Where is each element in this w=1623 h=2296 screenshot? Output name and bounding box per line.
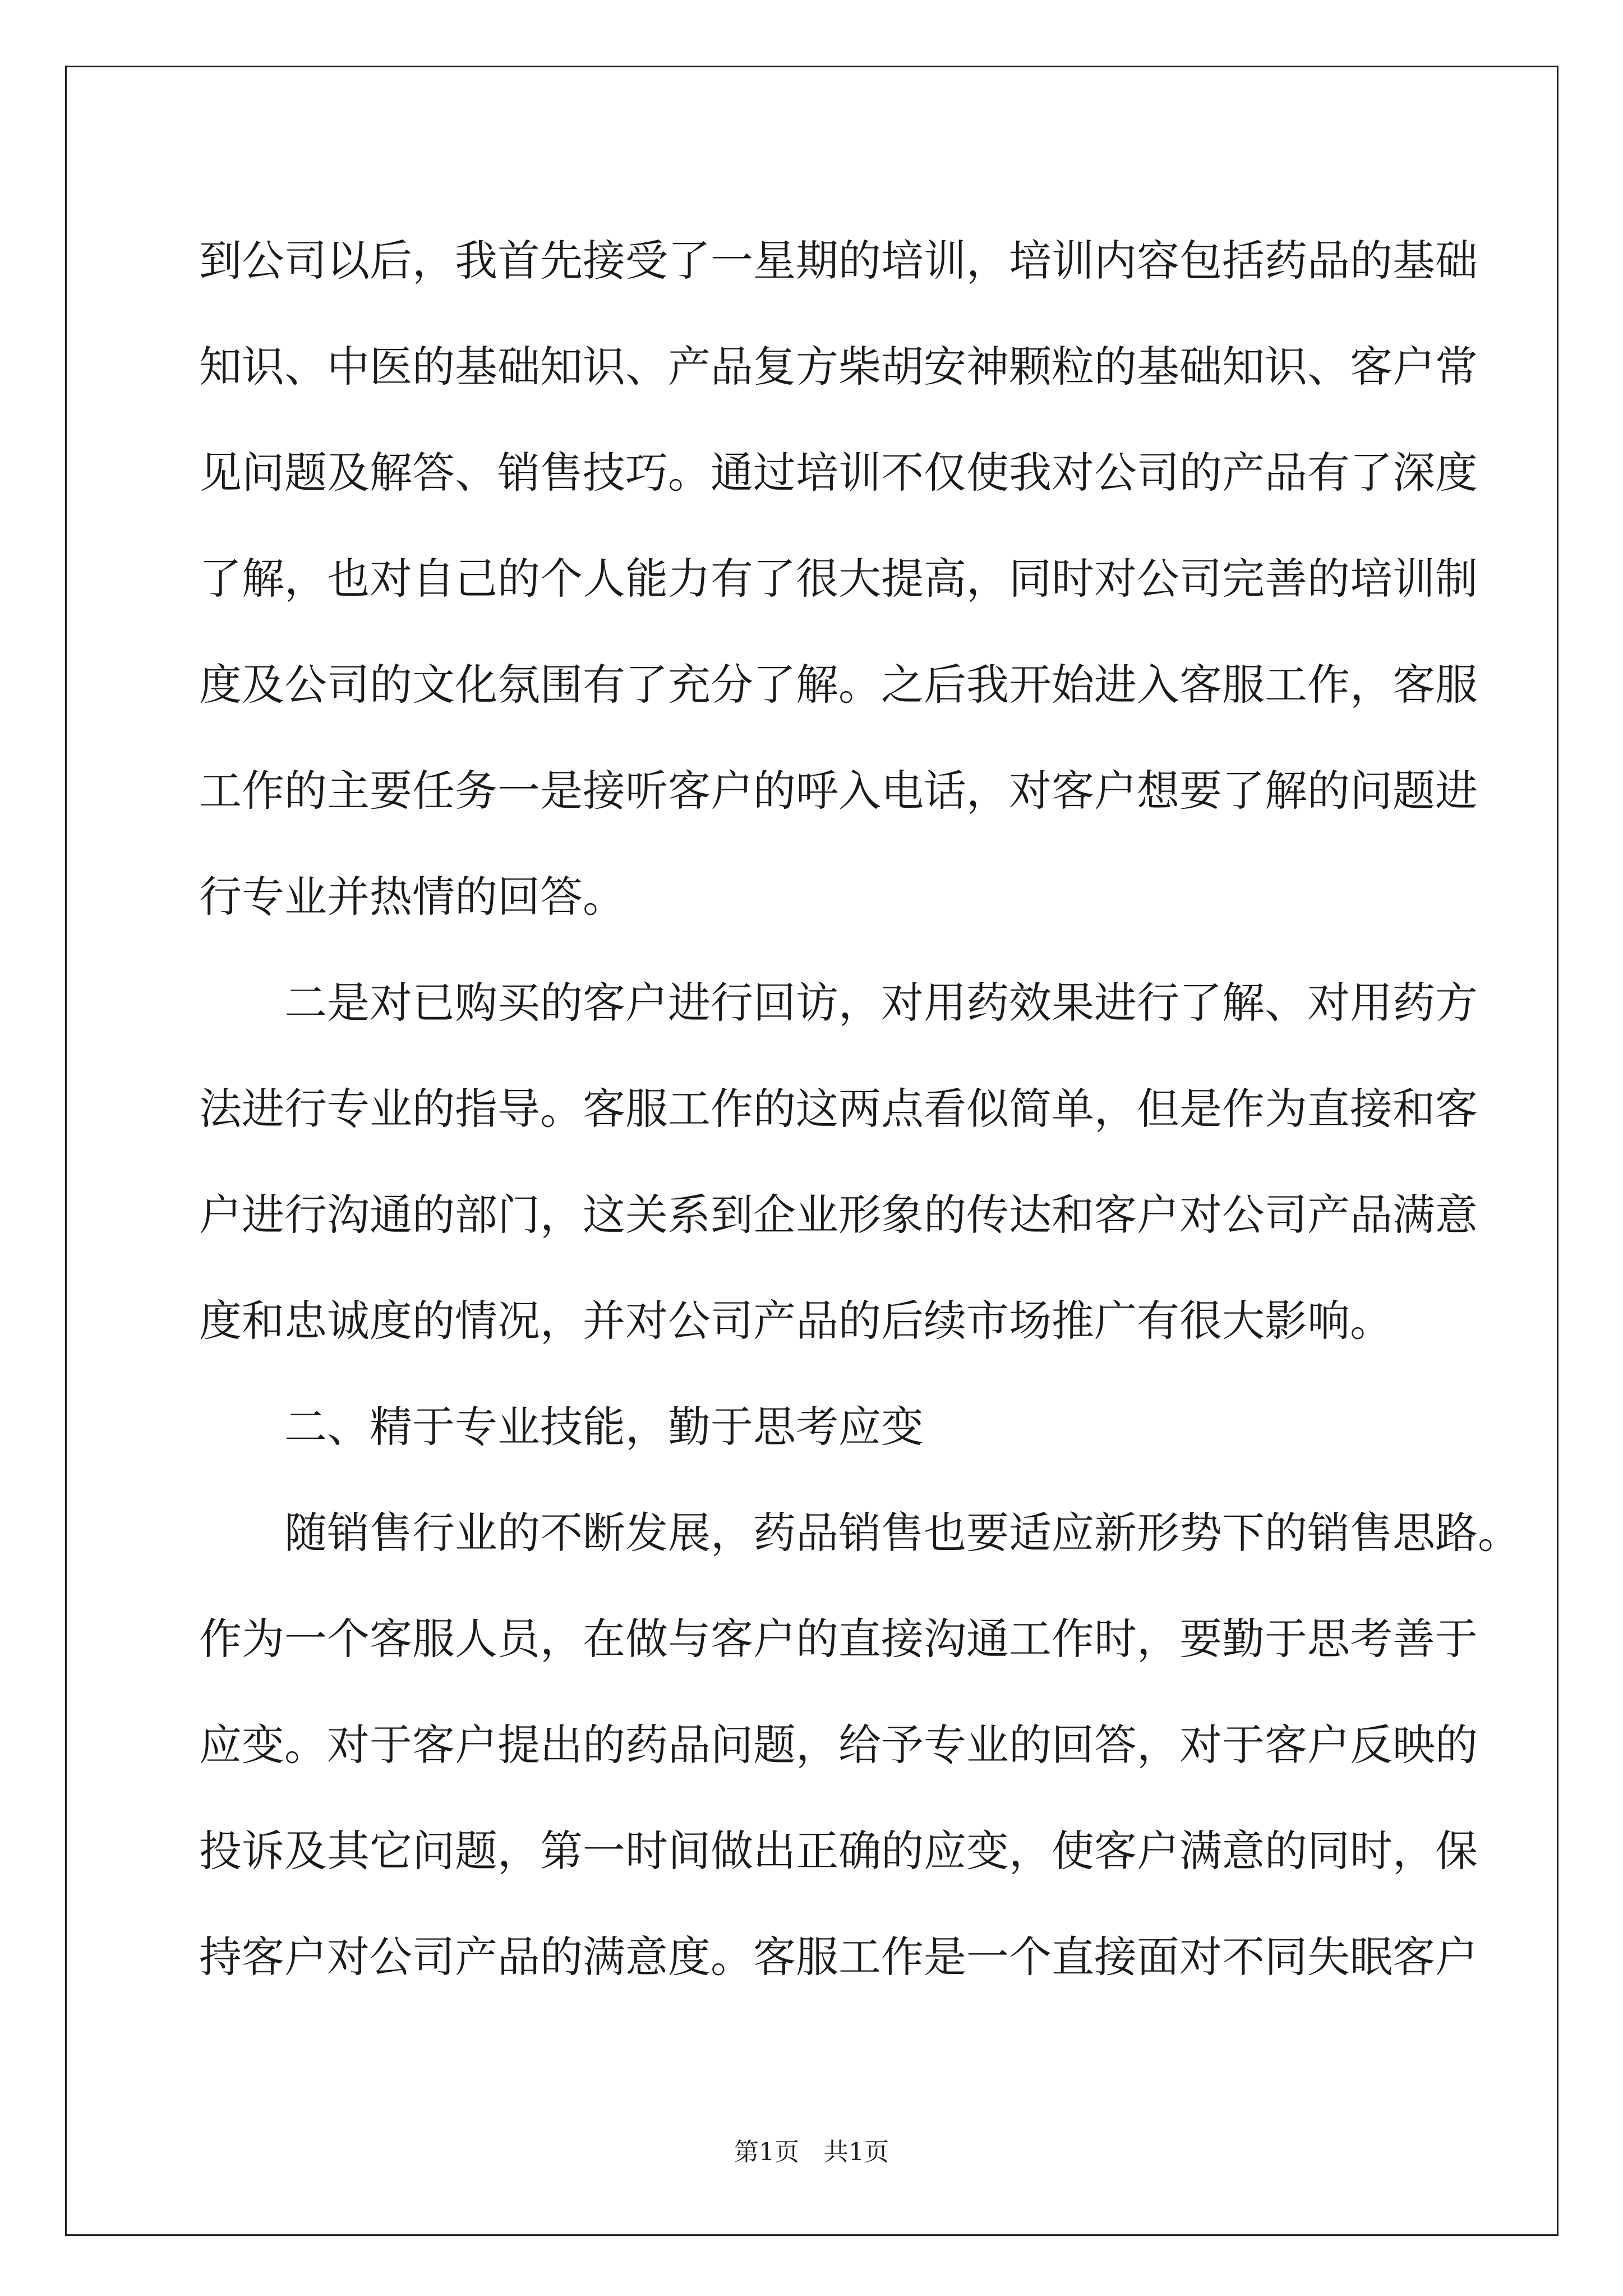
text-line: 行专业并热情的回答。 <box>199 872 625 922</box>
text-line: 户进行沟通的部门，这关系到企业形象的传达和客户对公司产品满意 <box>199 1190 1478 1240</box>
text-line: 持客户对公司产品的满意度。客服工作是一个直接面对不同失眠客户 <box>199 1932 1478 1982</box>
text-line: 作为一个客服人员，在做与客户的直接沟通工作时，要勤于思考善于 <box>199 1614 1478 1664</box>
text-line: 应变。对于客户提出的药品问题，给予专业的回答，对于客户反映的 <box>199 1720 1478 1770</box>
paragraph-1 <box>199 208 1478 950</box>
document-body <box>199 208 1520 2010</box>
paragraph-2 <box>199 950 1478 1374</box>
text-line: 投诉及其它问题，第一时间做出正确的应变，使客户满意的同时，保 <box>199 1826 1478 1876</box>
text-line: 法进行专业的指导。客服工作的这两点看似简单，但是作为直接和客 <box>199 1084 1478 1134</box>
paragraph-3 <box>199 1480 1520 2010</box>
text-line: 随销售行业的不断发展，药品销售也要适应新形势下的销售思路。 <box>284 1508 1520 1558</box>
text-line: 到公司以后，我首先接受了一星期的培训，培训内容包括药品的基础 <box>199 236 1478 286</box>
text-line: 见问题及解答、销售技巧。通过培训不仅使我对公司的产品有了深度 <box>199 448 1478 498</box>
page-footer <box>0 2132 1623 2168</box>
page-number: 第1页 共1页 <box>734 2138 889 2166</box>
text-line: 度和忠诚度的情况，并对公司产品的后续市场推广有很大影响。 <box>199 1296 1393 1346</box>
text-line: 度及公司的文化氛围有了充分了解。之后我开始进入客服工作，客服 <box>199 660 1478 710</box>
heading-text: 二、精于专业技能，勤于思考应变 <box>284 1402 924 1452</box>
text-line: 了解，也对自己的个人能力有了很大提高，同时对公司完善的培训制 <box>199 554 1478 604</box>
section-heading <box>199 1374 1450 1480</box>
text-line: 知识、中医的基础知识、产品复方柴胡安神颗粒的基础知识、客户常 <box>199 342 1478 392</box>
text-line: 二是对已购买的客户进行回访，对用药效果进行了解、对用药方 <box>284 978 1478 1028</box>
text-line: 工作的主要任务一是接听客户的呼入电话，对客户想要了解的问题进 <box>199 766 1478 816</box>
